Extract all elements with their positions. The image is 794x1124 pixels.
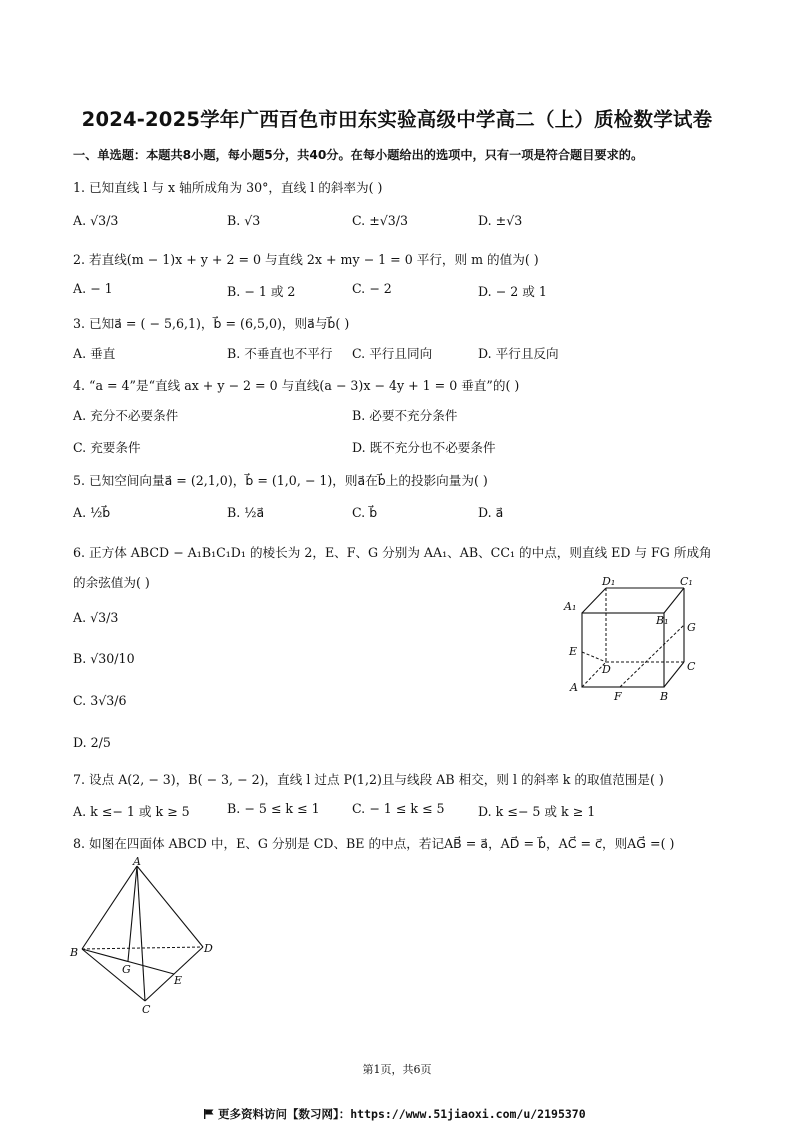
- question-6-continued: 的余弦值为( ): [73, 575, 150, 590]
- cube-label-d: D: [602, 663, 611, 676]
- cube-line-fg: [620, 625, 684, 687]
- tetra-label-g: G: [122, 963, 131, 976]
- q7-option-d: D. k ≤− 5 或 k ≥ 1: [478, 804, 596, 819]
- q1-option-c: C. ±√3/3: [352, 213, 409, 228]
- tetra-label-b: B: [70, 946, 79, 959]
- question-6: 6. 正方体 ABCD − A₁B₁C₁D₁ 的棱长为 2，E、F、G 分别为 AA₁、AB、CC₁ 的中点，则直线 ED 与 FG 所成角: [73, 545, 712, 560]
- cube-label-d1: D₁: [602, 575, 616, 588]
- question-4: 4. “a = 4”是“直线 ax + y − 2 = 0 与直线(a − 3)x − 4y + 1 = 0 垂直”的( ): [73, 378, 520, 393]
- page-footer: 第1页，共6页: [362, 1063, 432, 1076]
- tetra-edge-bd: [82, 947, 203, 949]
- cube-edge-a1d1: [582, 588, 606, 613]
- cube-edge-b1c1: [664, 588, 684, 613]
- cube-label-b1: B₁: [656, 614, 669, 627]
- cube-label-c: C: [687, 660, 696, 673]
- q3-option-c: C. 平行且同向: [352, 346, 433, 361]
- q5-option-d: D. a⃗: [478, 505, 504, 520]
- question-5: 5. 已知空间向量a⃗ = (2,1,0)，b⃗ = (1,0, − 1)，则a⃗在b⃗上的投影向量为( ): [73, 473, 488, 488]
- tetra-label-e: E: [174, 974, 183, 987]
- question-2: 2. 若直线(m − 1)x + y + 2 = 0 与直线 2x + my − 1 = 0 平行，则 m 的值为( ): [73, 252, 539, 267]
- cube-label-f: F: [614, 690, 622, 703]
- q4-option-a: A. 充分不必要条件: [73, 408, 179, 423]
- question-1: 1. 已知直线 l 与 x 轴所成角为 30°，直线 l 的斜率为( ): [73, 180, 383, 195]
- q7-option-a: A. k ≤− 1 或 k ≥ 5: [73, 804, 190, 819]
- q3-option-b: B. 不垂直也不平行: [227, 346, 333, 361]
- cube-figure: [560, 574, 700, 704]
- tetrahedron-figure: [68, 856, 228, 1016]
- q6-option-b: B. √30/10: [73, 651, 135, 666]
- q2-option-b: B. − 1 或 2: [227, 284, 296, 299]
- q5-option-a: A. ½b⃗: [73, 505, 111, 520]
- cube-front-face: [582, 613, 664, 687]
- banner-text[interactable]: 更多资料访问【数习网】：https://www.51jiaoxi.com/u/2195370: [218, 1107, 586, 1121]
- tetra-label-c: C: [142, 1003, 151, 1016]
- section-heading: 一、单选题：本题共8小题，每小题5分，共40分。在每小题给出的选项中，只有一项是符合题目要求的。: [73, 148, 644, 162]
- q7-option-c: C. − 1 ≤ k ≤ 5: [352, 801, 445, 816]
- cube-label-e: E: [569, 645, 578, 658]
- tetra-edge-ab: [82, 866, 137, 949]
- cube-label-b: B: [660, 690, 669, 703]
- q6-option-a: A. √3/3: [73, 610, 119, 625]
- question-7: 7. 设点 A(2, − 3)，B( − 3, − 2)，直线 l 过点 P(1,2)且与线段 AB 相交，则 l 的斜率 k 的取值范围是( ): [73, 772, 664, 787]
- tetra-label-d: D: [204, 942, 213, 955]
- question-3: 3. 已知a⃗ = ( − 5,6,1)，b⃗ = (6,5,0)，则a⃗与b⃗( ): [73, 316, 350, 331]
- cube-label-c1: C₁: [680, 575, 693, 588]
- q2-option-c: C. − 2: [352, 281, 392, 296]
- cube-label-a: A: [570, 681, 578, 694]
- q5-option-b: B. ½a⃗: [227, 505, 265, 520]
- tetra-label-a: A: [133, 856, 141, 868]
- cube-label-g: G: [687, 621, 696, 634]
- q1-option-a: A. √3/3: [73, 213, 119, 228]
- q1-option-d: D. ±√3: [478, 213, 523, 228]
- q4-option-b: B. 必要不充分条件: [352, 408, 458, 423]
- q4-option-c: C. 充要条件: [73, 440, 141, 455]
- q3-option-d: D. 平行且反向: [478, 346, 559, 361]
- tetra-edge-ad: [137, 866, 203, 947]
- tetra-edge-ac: [137, 866, 145, 1001]
- question-8: 8. 如图在四面体 ABCD 中，E、G 分别是 CD、BE 的中点，若记AB⃗ = a⃗，AD⃗ = b⃗，AC⃗ = c⃗，则AG⃗ =( ): [73, 836, 675, 851]
- q2-option-a: A. − 1: [73, 281, 113, 296]
- cube-line-ed: [582, 652, 606, 662]
- tetra-line-ag: [128, 866, 137, 961]
- flag-icon: [204, 1109, 214, 1119]
- q2-option-d: D. − 2 或 1: [478, 284, 547, 299]
- q1-option-b: B. √3: [227, 213, 261, 228]
- q5-option-c: C. b⃗: [352, 505, 378, 520]
- cube-label-a1: A₁: [564, 600, 577, 613]
- q3-option-a: A. 垂直: [73, 346, 116, 361]
- cube-edge-bc: [664, 662, 684, 687]
- tetra-edge-bc: [82, 949, 145, 1001]
- q6-option-d: D. 2/5: [73, 735, 111, 750]
- q4-option-d: D. 既不充分也不必要条件: [352, 440, 496, 455]
- page-title: 2024-2025学年广西百色市田东实验高级中学高二（上）质检数学试卷: [81, 108, 713, 131]
- resource-banner[interactable]: [204, 1106, 586, 1122]
- q6-option-c: C. 3√3/6: [73, 693, 127, 708]
- q7-option-b: B. − 5 ≤ k ≤ 1: [227, 801, 320, 816]
